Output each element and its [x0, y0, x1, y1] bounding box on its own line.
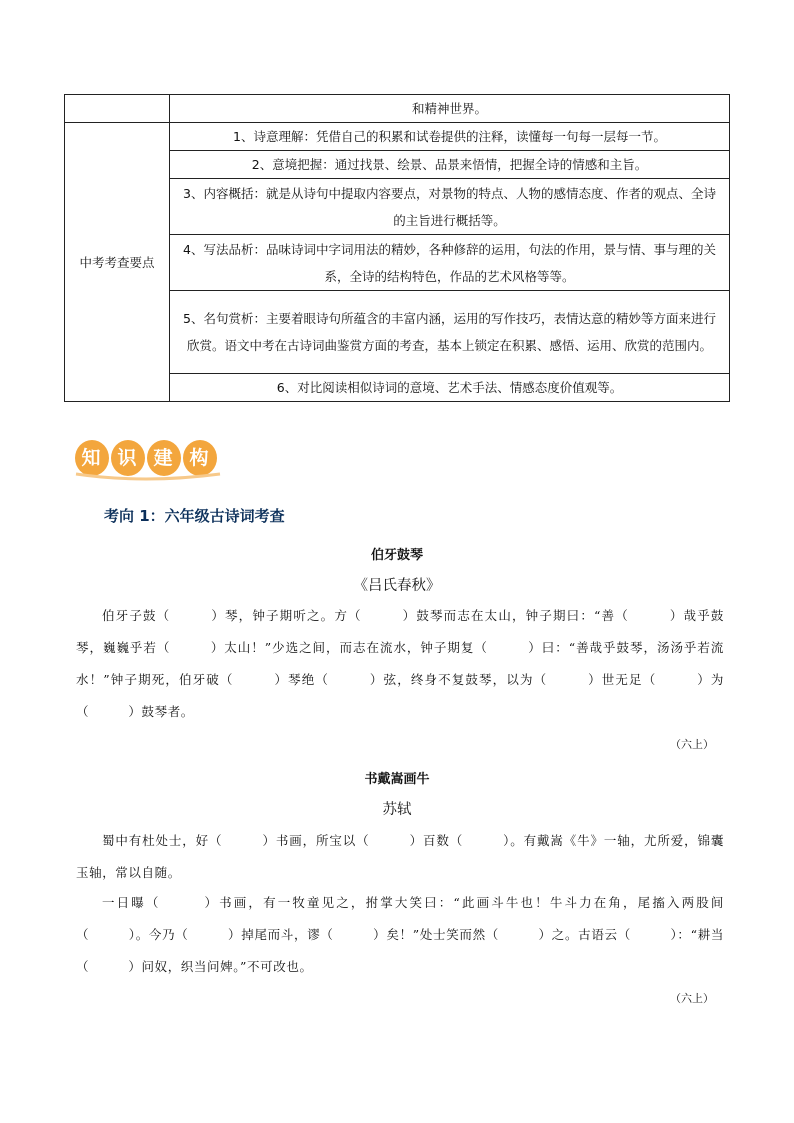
banner-char: 建	[153, 446, 173, 469]
table-cell-continued: 和精神世界。	[170, 95, 730, 123]
grade-label: （六上）	[670, 992, 714, 1005]
passage-text: 伯牙子鼓（ ）琴，钟子期听之。方（ ）鼓琴而志在太山，钟子期曰：“善（ ）哉乎鼓琴，巍巍乎若（ ）太山！”少选之间，而志在流水，钟子期复（ ）曰：“善哉乎鼓琴，汤汤乎若流水！”钟子期死，伯牙破（ ）琴绝（ ）弦，终身不复鼓琴，以为（ ）世无足（ ）为（ ）鼓琴者。	[76, 608, 724, 719]
exam-point-item: 2、意境把握：通过找景、绘景、品景来悟情，把握全诗的情感和主旨。	[170, 151, 730, 179]
passage-author: 《吕氏春秋》	[353, 578, 441, 594]
banner-char: 识	[117, 446, 137, 469]
exam-point-item: 4、写法品析：品味诗词中字词用法的精妙，各种修辞的运用，句法的作用，景与情、事与理的关系，全诗的结构特色，作品的艺术风格等等。	[170, 235, 730, 291]
exam-direction-heading: 考向 1：六年级古诗词考查	[104, 507, 285, 525]
exam-point-item: 5、名句赏析：主要着眼诗句所蕴含的丰富内涵，运用的写作技巧，表情达意的精妙等方面来进行欣赏。语文中考在古诗词曲鉴赏方面的考查，基本上锁定在积累、感悟、运用、欣赏的范围内。	[170, 291, 730, 374]
passage-author: 苏轼	[382, 802, 412, 818]
passage-title: 书戴嵩画牛	[364, 772, 430, 787]
exam-point-item: 3、内容概括：就是从诗句中提取内容要点，对景物的特点、人物的感情态度、作者的观点、全诗的主旨进行概括等。	[170, 179, 730, 235]
row-label-exam-points: 中考考查要点	[65, 123, 170, 402]
section-banner	[74, 438, 224, 482]
table-cell-empty	[65, 95, 170, 123]
banner-char: 知	[81, 446, 101, 469]
passage-paragraph: 蜀中有杜处士，好（ ）书画，所宝以（ ）百数（ ）。有戴嵩《牛》一轴，尤所爱，锦囊玉轴，常以自随。	[76, 833, 724, 880]
exam-point-item: 1、诗意理解：凭借自己的积累和试卷提供的注释，读懂每一句每一层每一节。	[170, 123, 730, 151]
banner-chars	[74, 438, 218, 474]
passage-paragraph: 一日曝（ ）书画，有一牧童见之，拊掌大笑曰：“此画斗牛也！牛斗力在角，尾搐入两股间（ ）。今乃（ ）掉尾而斗，谬（ ）矣！”处士笑而然（ ）之。古语云（ ）：“耕当（ ）问奴，织当问婢。”不可改也。	[76, 895, 724, 974]
table-row	[65, 95, 730, 123]
passage-title: 伯牙鼓琴	[370, 548, 423, 563]
exam-points-table	[64, 94, 730, 402]
exam-point-item: 6、对比阅读相似诗词的意境、艺术手法、情感态度价值观等。	[170, 374, 730, 402]
grade-label: （六上）	[670, 738, 714, 751]
table-row	[65, 123, 730, 151]
banner-char: 构	[189, 446, 209, 469]
